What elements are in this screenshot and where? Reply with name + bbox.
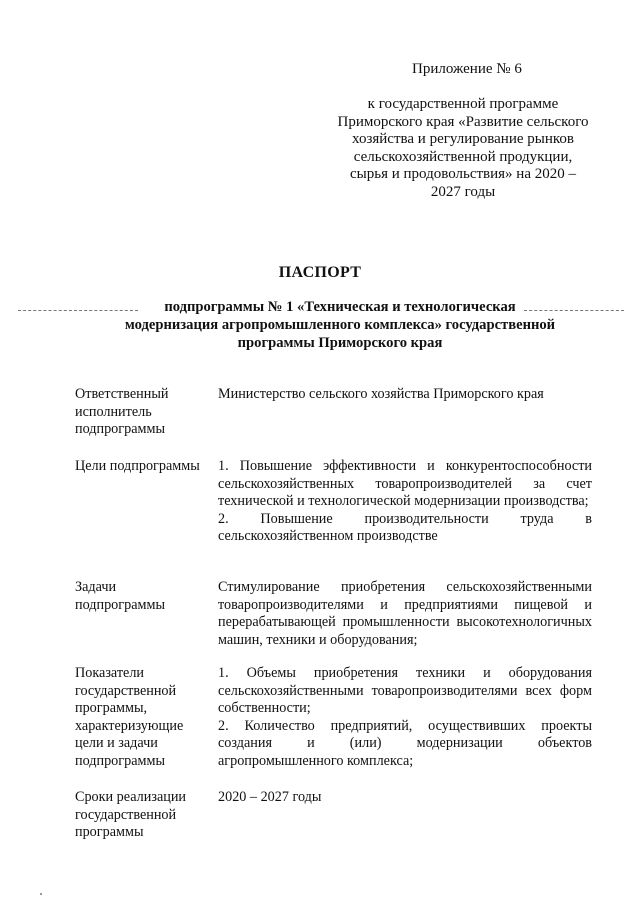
- label-line: программы,: [75, 700, 148, 717]
- row-value: [218, 665, 592, 771]
- label-line: цели и задачи: [75, 735, 158, 752]
- row-label: [75, 386, 215, 439]
- value-paragraph: 1. Повышение эффективности и конкурентоспособности сельскохозяйственных товаропроизводителей за счет технической и технологической модернизации производства;: [218, 458, 592, 510]
- label-line: государственной: [75, 682, 177, 699]
- subtitle-line: подпрограммы № 1 «Техническая и технологическая: [164, 299, 516, 315]
- label-line: Ответственный: [75, 386, 169, 402]
- row-value: [218, 579, 592, 649]
- row-value: [218, 386, 592, 404]
- appendix-line: 2027 годы: [430, 183, 496, 200]
- appendix-line: Приморского края «Развитие сельского: [337, 113, 589, 130]
- subtitle-line: модернизация агропромышленного комплекса» государственной: [124, 316, 556, 333]
- value-paragraph: 2. Повышение производительности труда в сельскохозяйственном производстве: [218, 510, 592, 545]
- scan-speck: [40, 893, 42, 895]
- document-subtitle: [90, 299, 590, 352]
- label-line: Цели подпрограммы: [75, 458, 200, 474]
- label-line: подпрограммы: [75, 752, 165, 769]
- value-paragraph: 2. Количество предприятий, осуществивших проекты создания и (или) модернизации объектов агропромышленного комплекса;: [218, 717, 592, 769]
- row-value: [218, 789, 592, 807]
- appendix-line: сырья и продовольствия» на 2020 –: [350, 166, 576, 183]
- document-heading: ПАСПОРТ: [278, 264, 362, 281]
- row-label: [75, 579, 215, 614]
- subtitle-line: программы Приморского края: [237, 334, 443, 351]
- value-paragraph: 2020 – 2027 годы: [218, 789, 322, 805]
- row-label: [75, 789, 215, 842]
- label-line: подпрограммы: [75, 596, 165, 613]
- appendix-line: к государственной программе: [367, 96, 559, 112]
- appendix-title: Приложение № 6: [412, 61, 522, 77]
- label-line: программы: [75, 824, 144, 841]
- appendix-line: хозяйства и регулирование рынков: [352, 131, 574, 148]
- label-line: Показатели: [75, 665, 145, 681]
- appendix-line: сельскохозяйственной продукции,: [353, 148, 573, 165]
- row-label: [75, 458, 215, 476]
- label-line: подпрограммы: [75, 421, 165, 438]
- appendix-reference: [328, 96, 598, 202]
- label-line: Сроки реализации: [75, 789, 187, 805]
- row-label: [75, 665, 215, 771]
- label-line: исполнитель: [75, 403, 152, 420]
- value-paragraph: Министерство сельского хозяйства Приморского края: [218, 386, 544, 402]
- row-value: [218, 458, 592, 546]
- label-line: характеризующие: [75, 717, 184, 734]
- label-line: Задачи: [75, 579, 117, 595]
- value-paragraph: Стимулирование приобретения сельскохозяйственными товаропроизводителями и предприятиями пищевой и перерабатывающей промышленности высокотехнологичных машин, техники и оборудования;: [218, 579, 592, 648]
- value-paragraph: 1. Объемы приобретения техники и оборудования сельскохозяйственными товаропроизводителями всех форм собственности;: [218, 665, 592, 717]
- label-line: государственной: [75, 806, 177, 823]
